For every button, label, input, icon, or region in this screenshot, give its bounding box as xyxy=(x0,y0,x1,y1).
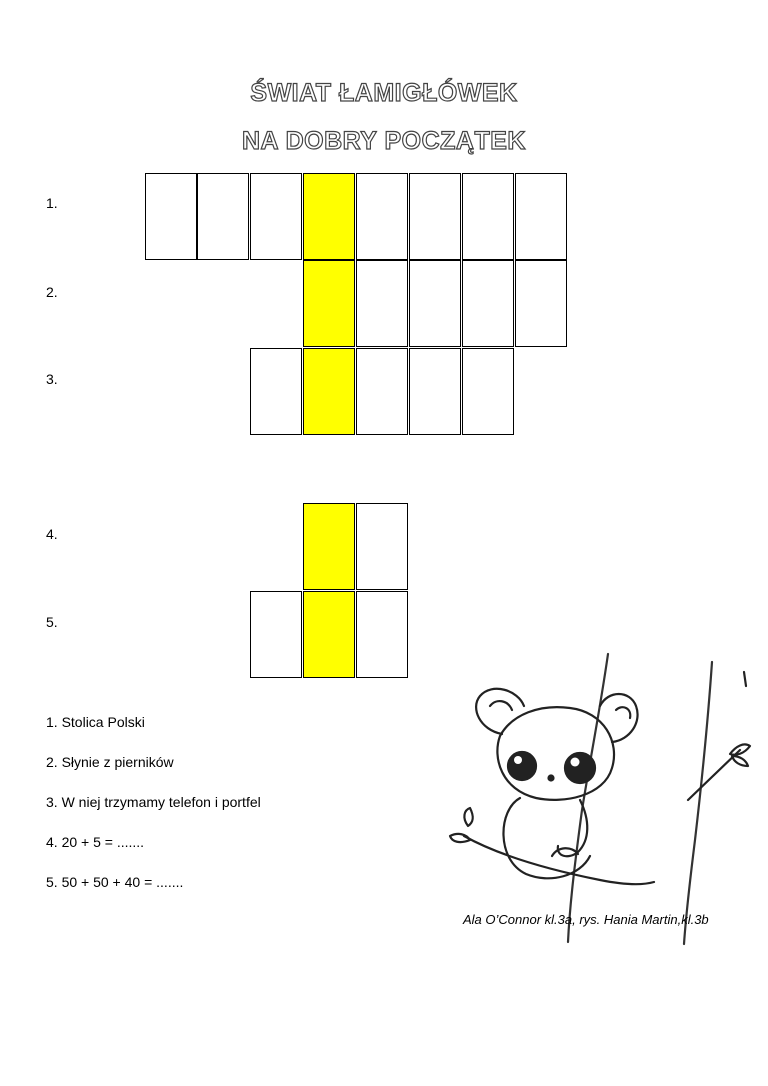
crossword-key-cell[interactable] xyxy=(303,591,355,678)
clue-item: 5. 50 + 50 + 40 = ....... xyxy=(46,874,184,890)
clue-item: 3. W niej trzymamy telefon i portfel xyxy=(46,794,261,810)
row-number: 1. xyxy=(46,195,58,211)
crossword-cell[interactable] xyxy=(250,591,302,678)
crossword-key-cell[interactable] xyxy=(303,260,355,347)
row-number: 2. xyxy=(46,284,58,300)
crossword-key-cell[interactable] xyxy=(303,503,355,590)
crossword-cell[interactable] xyxy=(515,173,567,260)
crossword-cell[interactable] xyxy=(409,260,461,347)
clue-item: 4. 20 + 5 = ....... xyxy=(46,834,145,850)
crossword-cell[interactable] xyxy=(356,503,408,590)
crossword-cell[interactable] xyxy=(250,348,302,435)
crossword-cell[interactable] xyxy=(356,591,408,678)
crossword-cell[interactable] xyxy=(197,173,249,260)
row-number: 4. xyxy=(46,526,58,542)
crossword-cell[interactable] xyxy=(462,260,514,347)
crossword-cell[interactable] xyxy=(356,260,408,347)
crossword-cell[interactable] xyxy=(462,348,514,435)
row-number: 5. xyxy=(46,614,58,630)
crossword-cell[interactable] xyxy=(515,260,567,347)
row-number: 3. xyxy=(46,371,58,387)
clue-item: 2. Słynie z pierników xyxy=(46,754,174,770)
crossword-cell[interactable] xyxy=(250,173,302,260)
crossword-key-cell[interactable] xyxy=(303,173,355,260)
crossword-cell[interactable] xyxy=(356,348,408,435)
crossword-cell[interactable] xyxy=(409,348,461,435)
crossword-cell[interactable] xyxy=(356,173,408,260)
crossword-cell[interactable] xyxy=(409,173,461,260)
credits: Ala O’Connor kl.3a, rys. Hania Martin,kl.3b xyxy=(463,912,709,927)
title-line-1: ŚWIAT ŁAMIGŁÓWEK xyxy=(250,79,518,107)
crossword-key-cell[interactable] xyxy=(303,348,355,435)
crossword-cell[interactable] xyxy=(145,173,197,260)
clue-item: 1. Stolica Polski xyxy=(46,714,145,730)
title-line-2: NA DOBRY POCZĄTEK xyxy=(242,127,526,155)
crossword-cell[interactable] xyxy=(462,173,514,260)
koala-drawing-icon xyxy=(440,650,760,950)
